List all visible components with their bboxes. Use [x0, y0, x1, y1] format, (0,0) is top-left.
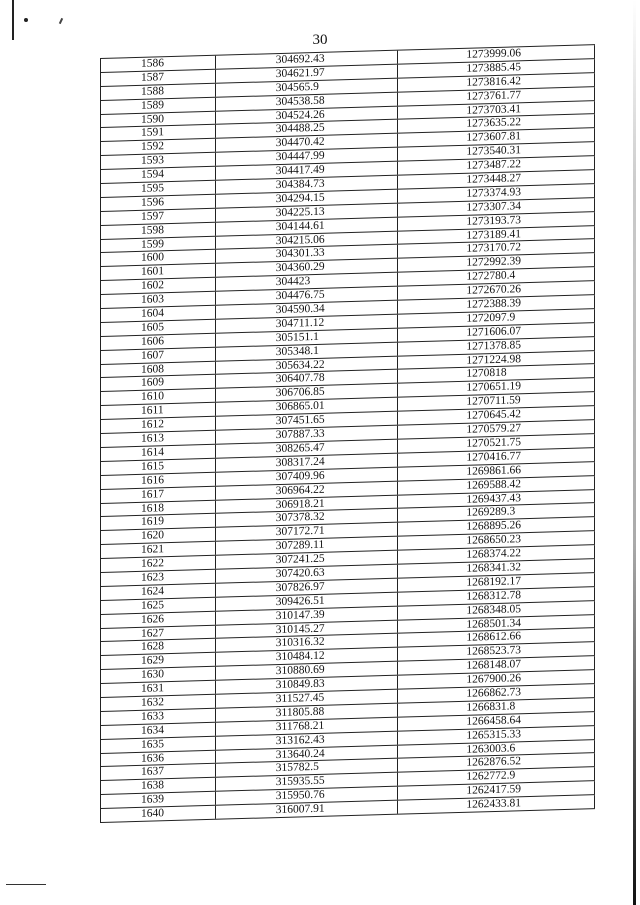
y-coordinate-cell: 1273816.42 [398, 73, 595, 91]
y-coordinate-cell: 1268341.32 [398, 559, 595, 577]
y-coordinate-cell: 1268612.66 [398, 629, 595, 647]
x-coordinate-cell: 304711.12 [216, 315, 399, 333]
x-coordinate-cell: 304447.99 [216, 148, 399, 166]
point-number-cell: 1626 [101, 611, 216, 627]
y-coordinate-cell: 1273635.22 [398, 115, 595, 133]
point-number-cell: 1632 [101, 695, 216, 711]
x-coordinate-cell: 306918.21 [216, 495, 399, 513]
point-number-cell: 1587 [101, 70, 216, 86]
x-coordinate-cell: 311768.21 [216, 717, 399, 735]
point-number-cell: 1593 [101, 153, 216, 169]
y-coordinate-cell: 1273761.77 [398, 87, 595, 105]
y-coordinate-cell: 1272670.26 [398, 281, 595, 299]
y-coordinate-cell: 1262772.9 [398, 767, 595, 785]
y-coordinate-cell: 1269437.43 [398, 490, 595, 508]
point-number-cell: 1631 [101, 681, 216, 697]
y-coordinate-cell: 1266862.73 [398, 684, 595, 702]
point-number-cell: 1602 [101, 278, 216, 294]
y-coordinate-cell: 1272780.4 [398, 267, 595, 285]
point-number-cell: 1640 [101, 806, 216, 822]
x-coordinate-cell: 307420.63 [216, 565, 399, 583]
point-number-cell: 1633 [101, 709, 216, 725]
y-coordinate-cell: 1268374.22 [398, 545, 595, 563]
x-coordinate-cell: 307172.71 [216, 523, 399, 541]
y-coordinate-cell: 1269289.3 [398, 504, 595, 522]
point-number-cell: 1639 [101, 792, 216, 808]
y-coordinate-cell: 1268148.07 [398, 656, 595, 674]
y-coordinate-cell: 1269588.42 [398, 476, 595, 494]
x-coordinate-cell: 308317.24 [216, 453, 399, 471]
y-coordinate-cell: 1270645.42 [398, 406, 595, 424]
point-number-cell: 1590 [101, 111, 216, 127]
x-coordinate-cell: 304538.58 [216, 92, 399, 110]
y-coordinate-cell: 1272097.9 [398, 309, 595, 327]
x-coordinate-cell: 304423 [216, 273, 399, 291]
x-coordinate-cell: 306706.85 [216, 384, 399, 402]
x-coordinate-cell: 304621.97 [216, 65, 399, 83]
y-coordinate-cell: 1266831.8 [398, 698, 595, 716]
x-coordinate-cell: 307451.65 [216, 412, 399, 430]
x-coordinate-cell: 304488.25 [216, 120, 399, 138]
x-coordinate-cell: 307887.33 [216, 426, 399, 444]
y-coordinate-cell: 1272992.39 [398, 254, 595, 272]
y-coordinate-cell: 1273307.34 [398, 198, 595, 216]
x-coordinate-cell: 307378.32 [216, 509, 399, 527]
y-coordinate-cell: 1268348.05 [398, 601, 595, 619]
point-number-cell: 1598 [101, 222, 216, 238]
y-coordinate-cell: 1273193.73 [398, 212, 595, 230]
x-coordinate-cell: 311527.45 [216, 690, 399, 708]
point-number-cell: 1625 [101, 598, 216, 614]
y-coordinate-cell: 1262417.59 [398, 781, 595, 799]
x-coordinate-cell: 310880.69 [216, 662, 399, 680]
x-coordinate-cell: 304476.75 [216, 287, 399, 305]
y-coordinate-cell: 1273540.31 [398, 142, 595, 160]
x-coordinate-cell: 306865.01 [216, 398, 399, 416]
point-number-cell: 1616 [101, 472, 216, 488]
x-coordinate-cell: 305634.22 [216, 356, 399, 374]
x-coordinate-cell: 307241.25 [216, 551, 399, 569]
x-coordinate-cell: 310147.39 [216, 606, 399, 624]
x-coordinate-cell: 309426.51 [216, 592, 399, 610]
point-number-cell: 1595 [101, 181, 216, 197]
x-coordinate-cell: 308265.47 [216, 440, 399, 458]
y-coordinate-cell: 1271378.85 [398, 337, 595, 355]
point-number-cell: 1599 [101, 236, 216, 252]
x-coordinate-cell: 305151.1 [216, 328, 399, 346]
x-coordinate-cell: 307826.97 [216, 579, 399, 597]
x-coordinate-cell: 304524.26 [216, 106, 399, 124]
y-coordinate-cell: 1268895.26 [398, 517, 595, 535]
point-number-cell: 1607 [101, 347, 216, 363]
x-coordinate-cell: 304301.33 [216, 245, 399, 263]
point-number-cell: 1629 [101, 653, 216, 669]
point-number-cell: 1636 [101, 750, 216, 766]
point-number-cell: 1605 [101, 320, 216, 336]
y-coordinate-cell: 1270711.59 [398, 392, 595, 410]
point-number-cell: 1627 [101, 625, 216, 641]
coordinates-table-body [100, 44, 595, 823]
x-coordinate-cell: 304144.61 [216, 217, 399, 235]
y-coordinate-cell: 1270416.77 [398, 448, 595, 466]
point-number-cell: 1596 [101, 195, 216, 211]
x-coordinate-cell: 316007.91 [216, 801, 399, 819]
x-coordinate-cell: 307409.96 [216, 467, 399, 485]
point-number-cell: 1628 [101, 639, 216, 655]
y-coordinate-cell: 1266458.64 [398, 712, 595, 730]
point-number-cell: 1589 [101, 97, 216, 113]
x-coordinate-cell: 311805.88 [216, 704, 399, 722]
point-number-cell: 1622 [101, 556, 216, 572]
x-coordinate-cell: 306407.78 [216, 370, 399, 388]
point-number-cell: 1614 [101, 445, 216, 461]
point-number-cell: 1619 [101, 514, 216, 530]
y-coordinate-cell: 1273448.27 [398, 170, 595, 188]
point-number-cell: 1618 [101, 500, 216, 516]
footer-line [6, 884, 46, 885]
point-number-cell: 1608 [101, 361, 216, 377]
point-number-cell: 1611 [101, 403, 216, 419]
point-number-cell: 1592 [101, 139, 216, 155]
y-coordinate-cell: 1270521.75 [398, 434, 595, 452]
point-number-cell: 1615 [101, 459, 216, 475]
point-number-cell: 1617 [101, 486, 216, 502]
x-coordinate-cell: 315935.55 [216, 773, 399, 791]
point-number-cell: 1612 [101, 417, 216, 433]
y-coordinate-cell: 1268501.34 [398, 615, 595, 633]
point-number-cell: 1624 [101, 584, 216, 600]
y-coordinate-cell: 1273607.81 [398, 129, 595, 147]
point-number-cell: 1594 [101, 167, 216, 183]
point-number-cell: 1591 [101, 125, 216, 141]
scan-mark-dot [24, 18, 28, 22]
y-coordinate-cell: 1270818 [398, 365, 595, 383]
page-number: 30 [312, 32, 328, 48]
y-coordinate-cell: 1273885.45 [398, 59, 595, 77]
x-coordinate-cell: 306964.22 [216, 481, 399, 499]
x-coordinate-cell: 304384.73 [216, 176, 399, 194]
x-coordinate-cell: 313640.24 [216, 745, 399, 763]
coordinates-table [100, 47, 595, 823]
y-coordinate-cell: 1273189.41 [398, 226, 595, 244]
y-coordinate-cell: 1262433.81 [398, 795, 595, 813]
y-coordinate-cell: 1273374.93 [398, 184, 595, 202]
x-coordinate-cell: 310484.12 [216, 648, 399, 666]
y-coordinate-cell: 1263003.6 [398, 740, 595, 758]
x-coordinate-cell: 304215.06 [216, 231, 399, 249]
point-number-cell: 1609 [101, 375, 216, 391]
point-number-cell: 1635 [101, 736, 216, 752]
y-coordinate-cell: 1273999.06 [398, 45, 595, 63]
y-coordinate-cell: 1270651.19 [398, 379, 595, 397]
y-coordinate-cell: 1267900.26 [398, 670, 595, 688]
x-coordinate-cell: 304590.34 [216, 301, 399, 319]
point-number-cell: 1621 [101, 542, 216, 558]
y-coordinate-cell: 1265315.33 [398, 726, 595, 744]
point-number-cell: 1638 [101, 778, 216, 794]
x-coordinate-cell: 315782.5 [216, 759, 399, 777]
y-coordinate-cell: 1271224.98 [398, 351, 595, 369]
x-coordinate-cell: 305348.1 [216, 342, 399, 360]
point-number-cell: 1600 [101, 250, 216, 266]
x-coordinate-cell: 315950.76 [216, 787, 399, 805]
y-coordinate-cell: 1262876.52 [398, 754, 595, 772]
y-coordinate-cell: 1273170.72 [398, 240, 595, 258]
point-number-cell: 1623 [101, 570, 216, 586]
x-coordinate-cell: 304294.15 [216, 190, 399, 208]
point-number-cell: 1610 [101, 389, 216, 405]
x-coordinate-cell: 304360.29 [216, 259, 399, 277]
x-coordinate-cell: 304565.9 [216, 78, 399, 96]
point-number-cell: 1634 [101, 723, 216, 739]
y-coordinate-cell: 1273703.41 [398, 101, 595, 119]
y-coordinate-cell: 1269861.66 [398, 462, 595, 480]
point-number-cell: 1603 [101, 292, 216, 308]
x-coordinate-cell: 304692.43 [216, 51, 399, 69]
x-coordinate-cell: 310849.83 [216, 676, 399, 694]
x-coordinate-cell: 304417.49 [216, 162, 399, 180]
point-number-cell: 1613 [101, 431, 216, 447]
y-coordinate-cell: 1270579.27 [398, 420, 595, 438]
x-coordinate-cell: 310145.27 [216, 620, 399, 638]
point-number-cell: 1637 [101, 764, 216, 780]
x-coordinate-cell: 313162.43 [216, 731, 399, 749]
y-coordinate-cell: 1268312.78 [398, 587, 595, 605]
scan-mark-comma [59, 18, 63, 24]
point-number-cell: 1604 [101, 306, 216, 322]
y-coordinate-cell: 1272388.39 [398, 295, 595, 313]
point-number-cell: 1601 [101, 264, 216, 280]
point-number-cell: 1630 [101, 667, 216, 683]
y-coordinate-cell: 1273487.22 [398, 156, 595, 174]
y-coordinate-cell: 1271606.07 [398, 323, 595, 341]
x-coordinate-cell: 307289.11 [216, 537, 399, 555]
point-number-cell: 1597 [101, 209, 216, 225]
y-coordinate-cell: 1268192.17 [398, 573, 595, 591]
point-number-cell: 1588 [101, 84, 216, 100]
point-number-cell: 1620 [101, 528, 216, 544]
x-coordinate-cell: 304470.42 [216, 134, 399, 152]
y-coordinate-cell: 1268650.23 [398, 531, 595, 549]
x-coordinate-cell: 310316.32 [216, 634, 399, 652]
point-number-cell: 1586 [101, 56, 216, 72]
point-number-cell: 1606 [101, 334, 216, 350]
x-coordinate-cell: 304225.13 [216, 203, 399, 221]
scan-binding-edge [633, 0, 636, 905]
y-coordinate-cell: 1268523.73 [398, 642, 595, 660]
